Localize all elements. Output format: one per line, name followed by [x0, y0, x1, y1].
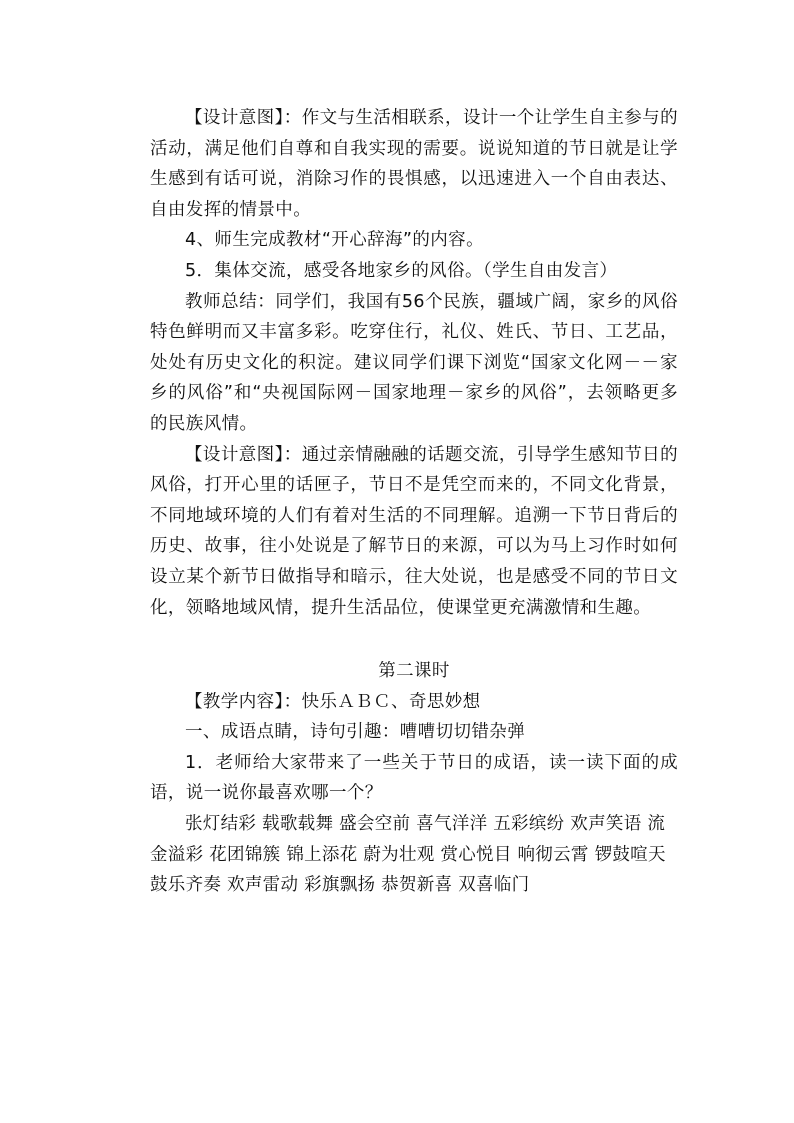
- idioms-paragraph: 张灯结彩 载歌载舞 盛会空前 喜气洋洋 五彩缤纷 欢声笑语 流金溢彩 花团锦簇 锦上添花 蔚为壮观 赏心悦目 响彻云霄 锣鼓喧天 鼓乐齐奏 欢声雷动 彩旗飘扬 恭贺新喜 双喜临门: [150, 814, 666, 896]
- step-4-paragraph: 4、师生完成教材“开心辞海”的内容。: [185, 230, 484, 251]
- section-title: 第二课时: [378, 661, 450, 682]
- design-intent-paragraph-2: 【设计意图】：通过亲情融融的话题交流，引导学生感知节日的风俗，打开心里的话匣子，节日不是凭空而来的，不同文化背景，不同地域环境的人们有着对生活的不同理解。追溯一下节日背后的历史、故事，往小处说是了解节日的来源，可以为马上习作时如何设立某个新节日做指导和暗示，往大处说，也是感受不同的节日文化，领略地域风情，提升生活品位，使课堂更充满激情和生趣。: [150, 444, 678, 618]
- design-intent-paragraph-1: 【设计意图】：作文与生活相联系，设计一个让学生自主参与的活动，满足他们自尊和自我实现的需要。说说知道的节日就是让学生感到有话可说，消除习作的畏惧感，以迅速进入一个自由表达、自由发挥的情景中。: [150, 108, 678, 220]
- step-one-paragraph: 一、成语点睛，诗句引趣：嘈嘈切切错杂弹: [185, 722, 526, 743]
- step-5-paragraph: 5．集体交流，感受各地家乡的风俗。（学生自由发言）: [185, 260, 618, 281]
- teacher-summary-paragraph: 教师总结：同学们，我国有56个民族，疆域广阔，家乡的风俗特色鲜明而又丰富多彩。吃穿住行，礼仪、姓氏、节日、工艺品，处处有历史文化的积淀。建议同学们课下浏览“国家文化网－－家乡的风俗”和“央视国际网－国家地理－家乡的风俗”，去领略更多的民族风情。: [150, 291, 678, 434]
- document-content: [150, 103, 678, 901]
- question-paragraph: 1．老师给大家带来了一些关于节日的成语，读一读下面的成语，说一说你最喜欢哪一个？: [150, 752, 678, 804]
- teaching-content-paragraph: 【教学内容】：快乐ＡＢＣ、奇思妙想: [185, 691, 481, 712]
